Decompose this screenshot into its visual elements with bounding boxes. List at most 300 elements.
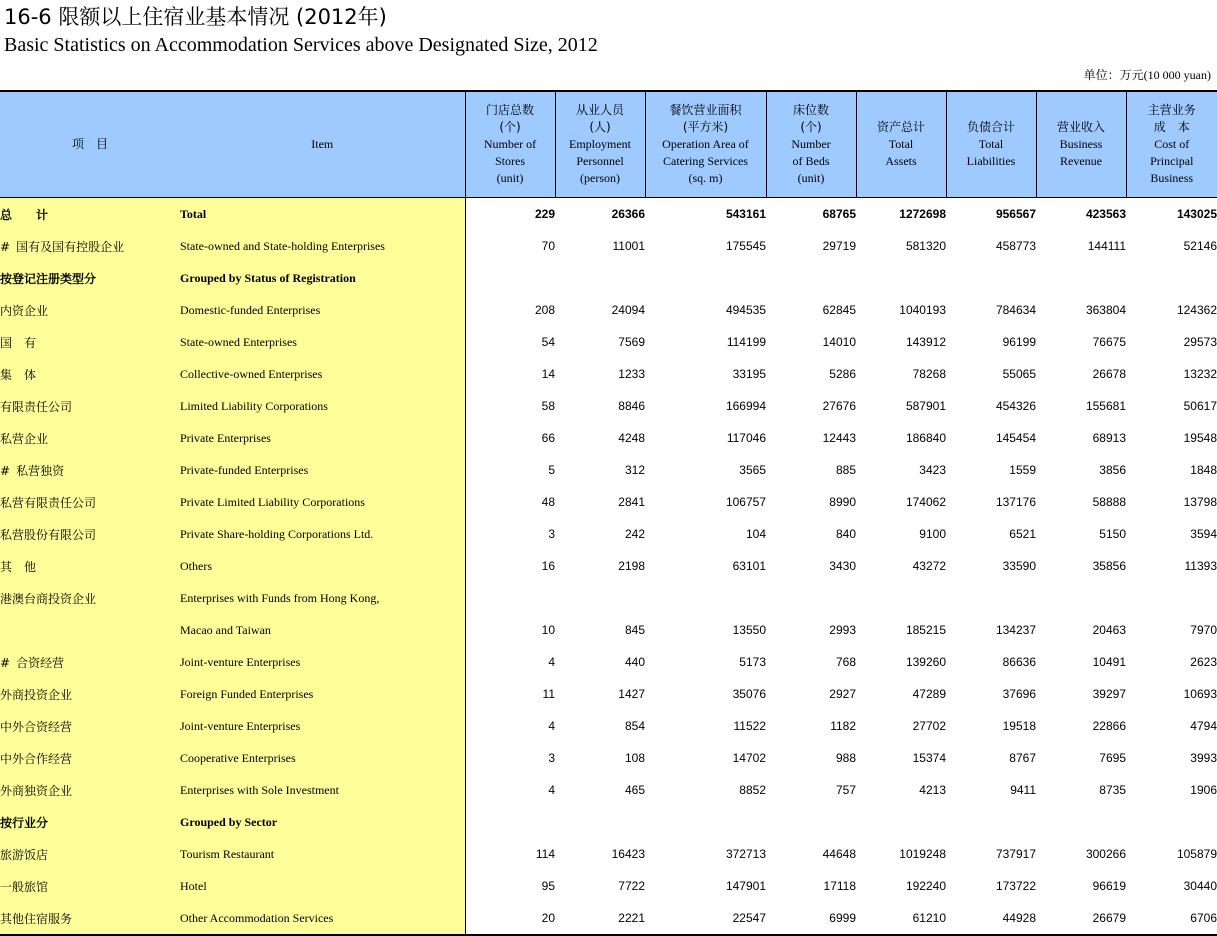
row-label-en: Foreign Funded Enterprises (180, 678, 465, 710)
table-cell: 26679 (1092, 911, 1126, 925)
table-cell: 55065 (1002, 367, 1036, 381)
row-label-en: Grouped by Status of Registration (180, 262, 465, 294)
table-cell (645, 806, 766, 838)
row-label-cn-text: 私营有限责任公司 (0, 495, 97, 510)
row-label-en: Hotel (180, 870, 465, 902)
row-label-en: Cooperative Enterprises (180, 742, 465, 774)
header-cost-principal (1126, 91, 1217, 198)
table-cell: 61210 (912, 911, 946, 925)
table-cell: 35856 (1092, 559, 1126, 573)
table-cell: 784634 (995, 303, 1036, 317)
row-label-cn (0, 422, 180, 454)
table-cell: 114199 (726, 335, 766, 349)
page-title-cn: 16-6 限额以上住宿业基本情况 (2012年) (4, 5, 387, 29)
table-cell: 4213 (919, 783, 946, 797)
header-line: Principal (1150, 154, 1194, 168)
row-label-cn-text: 集 体 (0, 367, 37, 382)
table-cell: 6706 (1190, 911, 1217, 925)
table-cell: 372713 (725, 847, 766, 861)
statistics-table (0, 90, 1217, 936)
hash-marker: # (0, 655, 11, 670)
table-cell: 68913 (1092, 431, 1126, 445)
table-cell: 11522 (733, 719, 766, 733)
row-label-en: State-owned and State-holding Enterprises (180, 230, 465, 262)
row-label-cn-text: 旅游饭店 (0, 847, 49, 862)
header-line: 资产总计 (876, 120, 925, 134)
table-row (0, 870, 1217, 902)
table-cell: 155681 (1085, 399, 1126, 413)
header-line: Business (1059, 137, 1103, 151)
table-cell: 96199 (1002, 335, 1036, 349)
table-cell: 1019248 (899, 847, 946, 861)
table-cell (1126, 582, 1217, 614)
table-cell: 845 (624, 623, 645, 637)
header-line: Operation Area of (662, 137, 749, 151)
table-cell: 2927 (829, 687, 856, 701)
table-cell: 147901 (725, 879, 766, 893)
table-row (0, 582, 1217, 614)
table-cell: 144111 (1087, 239, 1126, 253)
row-label-en: Collective-owned Enterprises (180, 358, 465, 390)
header-line: Personnel (576, 154, 624, 168)
row-label-cn (0, 742, 180, 774)
table-row (0, 902, 1217, 935)
table-row (0, 198, 1217, 231)
row-label-cn (0, 582, 180, 614)
table-cell: 6999 (829, 911, 856, 925)
table-cell: 185215 (905, 623, 946, 637)
table-row (0, 774, 1217, 806)
table-cell (465, 806, 555, 838)
table-cell: 114 (535, 847, 555, 861)
hash-marker: # (0, 463, 11, 478)
table-cell: 2841 (618, 495, 645, 509)
hash-marker: # (0, 239, 11, 254)
row-label-cn (0, 646, 180, 678)
row-label-cn-text: 港澳台商投资企业 (0, 591, 97, 606)
table-cell: 956567 (995, 207, 1036, 221)
table-cell: 1040193 (899, 303, 946, 317)
header-total-liabilities (946, 91, 1036, 198)
row-label-cn-text: 中外合资经营 (0, 719, 73, 734)
row-label-cn (0, 870, 180, 902)
header-line: (sq. m) (688, 171, 723, 185)
header-line: 餐饮营业面积 (669, 103, 742, 117)
table-cell: 33590 (1002, 559, 1036, 573)
table-cell: 22547 (732, 911, 766, 925)
table-row (0, 294, 1217, 326)
table-cell: 16423 (611, 847, 645, 861)
table-cell: 29719 (822, 239, 856, 253)
table-cell: 13232 (1183, 367, 1217, 381)
table-cell (856, 582, 946, 614)
row-label-cn-text: 内资企业 (0, 303, 49, 318)
header-line: Employment (569, 137, 631, 151)
table-cell: 3 (548, 527, 555, 541)
row-label-en: State-owned Enterprises (180, 326, 465, 358)
row-label-cn-text: 按行业分 (0, 815, 49, 830)
row-label-en: Other Accommodation Services (180, 902, 465, 935)
table-cell: 737917 (995, 847, 1036, 861)
row-label-cn-text: 外商独资企业 (0, 783, 73, 798)
row-label-en: Joint-venture Enterprises (180, 646, 465, 678)
row-label-en: Private Enterprises (180, 422, 465, 454)
header-line: Business (1150, 171, 1194, 185)
row-label-en: Limited Liability Corporations (180, 390, 465, 422)
table-row (0, 454, 1217, 486)
table-cell: 208 (534, 303, 555, 317)
table-cell: 1559 (1009, 463, 1036, 477)
row-label-cn-text: 私营企业 (0, 431, 49, 446)
table-cell: 173722 (995, 879, 1036, 893)
table-cell: 3594 (1190, 527, 1217, 541)
row-label-cn-text: 按登记注册类型分 (0, 271, 97, 286)
table-cell: 8767 (1009, 751, 1036, 765)
row-label-en: Private Limited Liability Corporations (180, 486, 465, 518)
table-cell: 7695 (1099, 751, 1126, 765)
row-label-en: Macao and Taiwan (180, 614, 465, 646)
table-row (0, 358, 1217, 390)
header-line: (人) (589, 120, 611, 134)
table-cell: 26678 (1092, 367, 1126, 381)
table-cell: 8846 (618, 399, 645, 413)
table-cell (645, 582, 766, 614)
row-label-en: Tourism Restaurant (180, 838, 465, 870)
table-cell: 854 (624, 719, 645, 733)
header-line: Assets (885, 154, 917, 168)
table-cell: 312 (624, 463, 645, 477)
table-cell: 78268 (912, 367, 946, 381)
table-cell: 10491 (1092, 655, 1126, 669)
table-cell: 494535 (725, 303, 766, 317)
table-cell: 14 (541, 367, 555, 381)
unit-label (1084, 66, 1211, 83)
row-label-cn (0, 294, 180, 326)
table-cell: 3856 (1099, 463, 1126, 477)
table-cell: 44648 (822, 847, 856, 861)
table-cell: 26366 (611, 207, 645, 221)
table-cell: 6521 (1009, 527, 1036, 541)
header-line: (unit) (496, 171, 524, 185)
row-label-en: Total (180, 198, 465, 231)
table-cell: 134237 (995, 623, 1036, 637)
row-label-cn (0, 774, 180, 806)
row-label-cn (0, 550, 180, 582)
header-line: 门店总数 (485, 103, 534, 117)
table-cell: 143912 (905, 335, 946, 349)
table-cell (555, 582, 645, 614)
table-cell: 8990 (829, 495, 856, 509)
table-cell: 885 (835, 463, 856, 477)
row-label-cn-text: 有限责任公司 (0, 399, 73, 414)
table-cell: 20463 (1092, 623, 1126, 637)
table-cell: 300266 (1085, 847, 1126, 861)
table-cell: 76675 (1092, 335, 1126, 349)
table-cell: 1427 (618, 687, 645, 701)
table-cell: 35076 (732, 687, 766, 701)
header-employment (555, 91, 645, 198)
table-cell (946, 582, 1036, 614)
table-cell: 175545 (725, 239, 766, 253)
table-cell: 4 (548, 783, 555, 797)
header-line: 成 本 (1153, 120, 1190, 134)
table-cell (856, 262, 946, 294)
table-cell: 44928 (1002, 911, 1036, 925)
header-stores (465, 91, 555, 198)
table-cell: 4794 (1190, 719, 1217, 733)
table-cell: 16 (541, 559, 555, 573)
table-cell: 166994 (725, 399, 766, 413)
row-label-en: Grouped by Sector (180, 806, 465, 838)
row-label-cn (0, 614, 180, 646)
table-cell: 1848 (1190, 463, 1217, 477)
table-cell: 14010 (822, 335, 856, 349)
table-cell: 4248 (618, 431, 645, 445)
table-cell: 47289 (912, 687, 946, 701)
table-row (0, 806, 1217, 838)
table-cell: 43272 (912, 559, 946, 573)
table-cell (1036, 806, 1126, 838)
row-label-cn (0, 326, 180, 358)
table-cell: 7569 (618, 335, 645, 349)
row-label-en: Enterprises with Sole Investment (180, 774, 465, 806)
table-header-row (0, 91, 1217, 198)
table-row (0, 646, 1217, 678)
table-cell: 5150 (1099, 527, 1126, 541)
table-cell: 2623 (1190, 655, 1217, 669)
table-cell (555, 806, 645, 838)
table-cell: 95 (541, 879, 555, 893)
table-cell: 11393 (1184, 559, 1217, 573)
table-cell: 117046 (726, 431, 766, 445)
table-cell: 68765 (822, 207, 856, 221)
row-label-cn (0, 518, 180, 550)
table-row (0, 326, 1217, 358)
row-label-cn-text: 私营股份有限公司 (0, 527, 97, 542)
table-cell: 4 (548, 719, 555, 733)
table-cell: 1906 (1190, 783, 1217, 797)
table-row (0, 518, 1217, 550)
table-cell: 106757 (725, 495, 766, 509)
table-cell: 52146 (1183, 239, 1217, 253)
table-cell: 15374 (912, 751, 946, 765)
header-line: (个) (499, 120, 521, 134)
table-cell: 229 (534, 207, 555, 221)
row-label-en: Joint-venture Enterprises (180, 710, 465, 742)
table-row (0, 742, 1217, 774)
table-cell: 3423 (919, 463, 946, 477)
table-cell (465, 582, 555, 614)
table-cell: 363804 (1085, 303, 1126, 317)
table-cell: 27702 (912, 719, 946, 733)
table-cell: 139260 (905, 655, 946, 669)
row-label-cn (0, 486, 180, 518)
table-cell: 96619 (1092, 879, 1126, 893)
table-row (0, 262, 1217, 294)
table-cell: 11 (542, 687, 555, 701)
table-row (0, 710, 1217, 742)
table-cell: 192240 (905, 879, 946, 893)
header-line: Number of (483, 137, 537, 151)
row-label-cn-text: 合资经营 (16, 655, 65, 670)
table-cell (645, 262, 766, 294)
table-cell: 5 (548, 463, 555, 477)
table-cell: 124362 (1176, 303, 1217, 317)
table-row (0, 486, 1217, 518)
header-line: (个) (800, 120, 822, 134)
header-line: Number (791, 137, 831, 151)
table-cell: 48 (541, 495, 555, 509)
table-cell: 465 (624, 783, 645, 797)
header-line: Cost of (1154, 137, 1190, 151)
header-line: 负债合计 (966, 120, 1015, 134)
table-cell: 186840 (905, 431, 946, 445)
header-line: 主营业务 (1147, 103, 1196, 117)
header-line: (unit) (797, 171, 825, 185)
unit-label-en: (10 000 yuan) (1143, 68, 1211, 82)
table-cell: 8735 (1099, 783, 1126, 797)
header-line: (平方米) (682, 120, 729, 134)
table-cell: 840 (835, 527, 856, 541)
row-label-en: Domestic-funded Enterprises (180, 294, 465, 326)
header-line: 从业人员 (575, 103, 624, 117)
table-cell: 137176 (995, 495, 1036, 509)
row-label-cn (0, 806, 180, 838)
header-line: Revenue (1060, 154, 1102, 168)
table-cell: 145454 (995, 431, 1036, 445)
row-label-cn (0, 838, 180, 870)
table-cell: 3430 (829, 559, 856, 573)
header-line: Stores (495, 154, 525, 168)
table-cell: 581320 (905, 239, 946, 253)
table-cell: 2198 (618, 559, 645, 573)
table-cell (1126, 262, 1217, 294)
row-label-cn-text: 国 有 (0, 335, 37, 350)
header-line: Liabilities (966, 154, 1016, 168)
table-row (0, 838, 1217, 870)
table-cell: 63101 (732, 559, 766, 573)
header-line: of Beds (792, 154, 830, 168)
table-cell: 5173 (739, 655, 766, 669)
table-cell: 3565 (739, 463, 766, 477)
table-cell (766, 582, 856, 614)
row-label-en: Private Share-holding Corporations Ltd. (180, 518, 465, 550)
table-cell (766, 806, 856, 838)
table-cell: 454326 (995, 399, 1036, 413)
row-label-cn (0, 198, 180, 231)
table-cell (946, 262, 1036, 294)
table-cell: 3 (548, 751, 555, 765)
table-cell: 12443 (822, 431, 856, 445)
table-cell: 17118 (823, 879, 856, 893)
table-cell: 13550 (732, 623, 766, 637)
table-cell: 86636 (1002, 655, 1036, 669)
row-label-cn (0, 262, 180, 294)
row-label-en: Others (180, 550, 465, 582)
page-title-en: Basic Statistics on Accommodation Services above Designated Size, 2012 (4, 34, 598, 56)
table-cell: 423563 (1085, 207, 1126, 221)
table-cell: 10 (541, 623, 555, 637)
table-cell: 757 (835, 783, 856, 797)
table-cell: 440 (624, 655, 645, 669)
table-row (0, 390, 1217, 422)
table-row (0, 422, 1217, 454)
header-catering-area (645, 91, 766, 198)
table-cell: 4 (548, 655, 555, 669)
row-label-en: Enterprises with Funds from Hong Kong, (180, 582, 465, 614)
table-cell: 104 (745, 527, 766, 541)
table-cell (1036, 582, 1126, 614)
table-cell: 768 (835, 655, 856, 669)
table-cell: 58888 (1092, 495, 1126, 509)
header-line: 床位数 (792, 103, 829, 117)
table-cell: 27676 (822, 399, 856, 413)
header-line: (person) (580, 171, 620, 185)
header-line: Catering Services (663, 154, 748, 168)
table-cell: 174062 (905, 495, 946, 509)
row-label-cn-text: 中外合作经营 (0, 751, 73, 766)
table-cell: 11001 (612, 239, 645, 253)
table-cell: 50617 (1183, 399, 1217, 413)
table-cell: 3993 (1190, 751, 1217, 765)
row-label-cn-text: 其他住宿服务 (0, 911, 73, 926)
table-cell: 543161 (725, 207, 766, 221)
table-cell (856, 806, 946, 838)
table-cell: 70 (541, 239, 555, 253)
header-line: Total (888, 137, 914, 151)
table-cell: 66 (541, 431, 555, 445)
table-row (0, 614, 1217, 646)
table-row (0, 678, 1217, 710)
header-total-assets (856, 91, 946, 198)
table-cell: 2221 (618, 911, 645, 925)
unit-label-cn: 单位：万元 (1083, 68, 1144, 82)
table-cell: 13798 (1183, 495, 1217, 509)
row-label-cn (0, 678, 180, 710)
table-cell: 9100 (919, 527, 946, 541)
table-cell: 39297 (1092, 687, 1126, 701)
table-cell: 10693 (1183, 687, 1217, 701)
table-cell: 54 (541, 335, 555, 349)
row-label-cn (0, 454, 180, 486)
row-label-cn (0, 358, 180, 390)
table-cell: 19548 (1183, 431, 1217, 445)
table-cell: 5286 (829, 367, 856, 381)
row-label-cn (0, 230, 180, 262)
row-label-cn (0, 390, 180, 422)
table-body (0, 198, 1217, 936)
table-cell: 33195 (732, 367, 766, 381)
table-cell: 14702 (732, 751, 766, 765)
table-cell (465, 262, 555, 294)
header-line: 营业收入 (1056, 120, 1105, 134)
table-cell: 988 (835, 751, 856, 765)
header-item-cn: 项 目 (0, 91, 180, 198)
row-label-cn-text: 总 计 (0, 207, 49, 222)
table-cell: 30440 (1183, 879, 1217, 893)
table-row (0, 230, 1217, 262)
table-cell: 143025 (1176, 207, 1217, 221)
table-cell: 1182 (830, 719, 856, 733)
table-cell: 19518 (1002, 719, 1036, 733)
row-label-cn (0, 902, 180, 935)
table-cell: 24094 (611, 303, 645, 317)
table-cell: 2993 (829, 623, 856, 637)
row-label-cn (0, 710, 180, 742)
table-cell: 1272698 (899, 207, 946, 221)
table-cell (1036, 262, 1126, 294)
table-cell: 242 (624, 527, 645, 541)
